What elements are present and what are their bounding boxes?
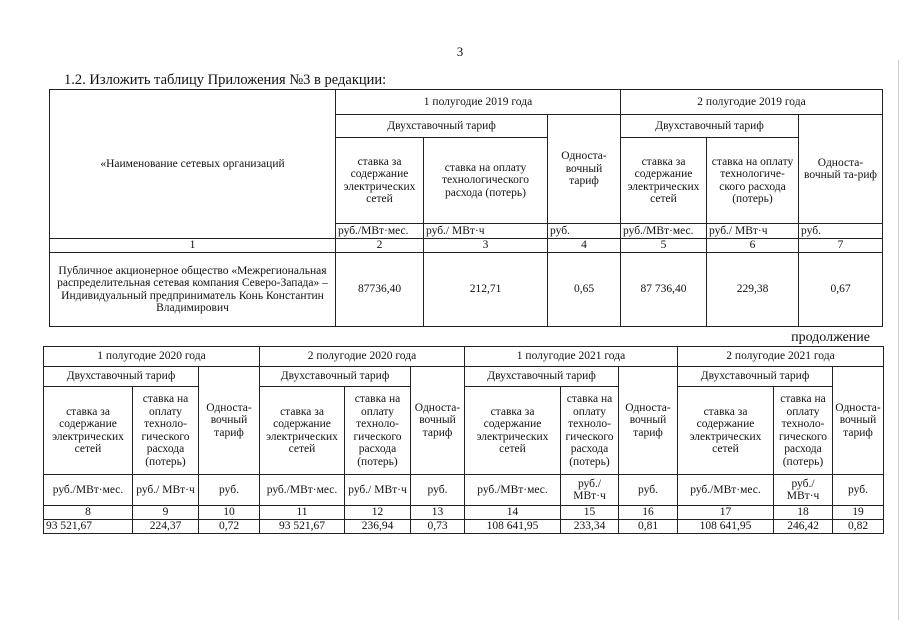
value-cell: 224,37 bbox=[133, 519, 199, 533]
two-rate-header: Двухставочный тариф bbox=[336, 115, 548, 138]
unit-cell: руб. bbox=[799, 224, 883, 239]
single-rate-header: Односта-вочный тариф bbox=[833, 367, 884, 475]
column-number: 11 bbox=[260, 506, 345, 520]
unit-cell: руб./МВт·мес. bbox=[621, 224, 707, 239]
page-number: 3 bbox=[456, 44, 464, 59]
period-header: 1 полугодие 2021 года bbox=[465, 347, 678, 367]
losses-rate-header: ставка на оплату техноло-гического расхода (потерь) bbox=[561, 387, 619, 475]
period-header: 1 полугодие 2020 года bbox=[44, 347, 260, 367]
continuation-label: продолжение bbox=[791, 330, 870, 345]
org-header: «Наименование сетевых организаций bbox=[50, 90, 336, 239]
column-number: 3 bbox=[424, 239, 548, 253]
tariff-table-2019 bbox=[49, 89, 883, 327]
value-cell: 93 521,67 bbox=[260, 519, 345, 533]
section-heading: 1.2. Изложить таблицу Приложения №3 в редакции: bbox=[64, 72, 387, 88]
organization-name: Публичное акционерное общество «Межрегиональная распределительная сетевая компания Северо-Запада» – Индивидуальный предприниматель Конь Константин Владимирович bbox=[50, 253, 336, 327]
column-number: 9 bbox=[133, 506, 199, 520]
value-cell: 0,81 bbox=[619, 519, 678, 533]
maintenance-rate-header: ставка за содержание электрических сетей bbox=[621, 138, 707, 224]
column-number: 5 bbox=[621, 239, 707, 253]
single-rate-header: Односта-вочный тариф bbox=[199, 367, 260, 475]
unit-cell: руб. bbox=[548, 224, 621, 239]
two-rate-header: Двухставочный тариф bbox=[678, 367, 833, 387]
column-number: 14 bbox=[465, 506, 561, 520]
unit-cell: руб./ МВт·ч bbox=[707, 224, 799, 239]
unit-cell: руб. bbox=[833, 475, 884, 506]
unit-cell: руб./МВт·мес. bbox=[44, 475, 133, 506]
losses-rate-header: ставка на оплату техноло-гического расхода (потерь) bbox=[774, 387, 833, 475]
two-rate-header: Двухставочный тариф bbox=[44, 367, 199, 387]
column-number: 12 bbox=[345, 506, 411, 520]
column-number: 18 bbox=[774, 506, 833, 520]
unit-cell: руб./ МВт·ч bbox=[345, 475, 411, 506]
column-number: 2 bbox=[336, 239, 424, 253]
value-cell: 233,34 bbox=[561, 519, 619, 533]
two-rate-header: Двухставочный тариф bbox=[465, 367, 619, 387]
column-number: 10 bbox=[199, 506, 260, 520]
column-number: 19 bbox=[833, 506, 884, 520]
value-cell: 0,67 bbox=[799, 253, 883, 327]
scan-artifact bbox=[898, 60, 899, 620]
single-rate-header: Односта-вочный та-риф bbox=[799, 115, 883, 224]
unit-cell: руб./МВт·мес. bbox=[260, 475, 345, 506]
column-number: 4 bbox=[548, 239, 621, 253]
value-cell: 236,94 bbox=[345, 519, 411, 533]
value-cell: 93 521,67 bbox=[44, 519, 133, 533]
value-cell: 108 641,95 bbox=[465, 519, 561, 533]
unit-cell: руб./ МВт·ч bbox=[424, 224, 548, 239]
period-header: 2 полугодие 2021 года bbox=[678, 347, 884, 367]
maintenance-rate-header: ставка за содержание электрических сетей bbox=[336, 138, 424, 224]
value-cell: 87 736,40 bbox=[621, 253, 707, 327]
maintenance-rate-header: ставка за содержание электрических сетей bbox=[44, 387, 133, 475]
unit-cell: руб. bbox=[619, 475, 678, 506]
period-header: 2 полугодие 2020 года bbox=[260, 347, 465, 367]
losses-rate-header: ставка на оплату технологиче-ского расхода (потерь) bbox=[707, 138, 799, 224]
column-number: 1 bbox=[50, 239, 336, 253]
maintenance-rate-header: ставка за содержание электрических сетей bbox=[465, 387, 561, 475]
value-cell: 212,71 bbox=[424, 253, 548, 327]
maintenance-rate-header: ставка за содержание электрических сетей bbox=[678, 387, 774, 475]
losses-rate-header: ставка на оплату техноло-гического расхода (потерь) bbox=[345, 387, 411, 475]
value-cell: 0,73 bbox=[411, 519, 465, 533]
column-number: 16 bbox=[619, 506, 678, 520]
unit-cell: руб./ МВт·ч bbox=[133, 475, 199, 506]
unit-cell: руб. bbox=[199, 475, 260, 506]
column-number: 13 bbox=[411, 506, 465, 520]
value-cell: 229,38 bbox=[707, 253, 799, 327]
unit-cell: руб. bbox=[411, 475, 465, 506]
single-rate-header: Односта-вочный тариф bbox=[619, 367, 678, 475]
maintenance-rate-header: ставка за содержание электрических сетей bbox=[260, 387, 345, 475]
period-header: 2 полугодие 2019 года bbox=[621, 90, 883, 115]
losses-rate-header: ставка на оплату техноло-гического расхода (потерь) bbox=[133, 387, 199, 475]
value-cell: 0,65 bbox=[548, 253, 621, 327]
unit-cell: руб./МВт·мес. bbox=[678, 475, 774, 506]
tariff-table-2020-2021 bbox=[43, 346, 884, 534]
single-rate-header: Односта-вочный тариф bbox=[548, 115, 621, 224]
column-number: 17 bbox=[678, 506, 774, 520]
unit-cell: руб./МВт·мес. bbox=[336, 224, 424, 239]
value-cell: 108 641,95 bbox=[678, 519, 774, 533]
value-cell: 0,72 bbox=[199, 519, 260, 533]
unit-cell: руб./МВт·мес. bbox=[465, 475, 561, 506]
unit-cell: руб./ МВт·ч bbox=[774, 475, 833, 506]
column-number: 6 bbox=[707, 239, 799, 253]
unit-cell: руб./ МВт·ч bbox=[561, 475, 619, 506]
single-rate-header: Односта-вочный тариф bbox=[411, 367, 465, 475]
value-cell: 0,82 bbox=[833, 519, 884, 533]
period-header: 1 полугодие 2019 года bbox=[336, 90, 621, 115]
value-cell: 246,42 bbox=[774, 519, 833, 533]
column-number: 15 bbox=[561, 506, 619, 520]
value-cell: 87736,40 bbox=[336, 253, 424, 327]
losses-rate-header: ставка на оплату технологического расхода (потерь) bbox=[424, 138, 548, 224]
column-number: 8 bbox=[44, 506, 133, 520]
two-rate-header: Двухставочный тариф bbox=[260, 367, 411, 387]
two-rate-header: Двухставочный тариф bbox=[621, 115, 799, 138]
column-number: 7 bbox=[799, 239, 883, 253]
